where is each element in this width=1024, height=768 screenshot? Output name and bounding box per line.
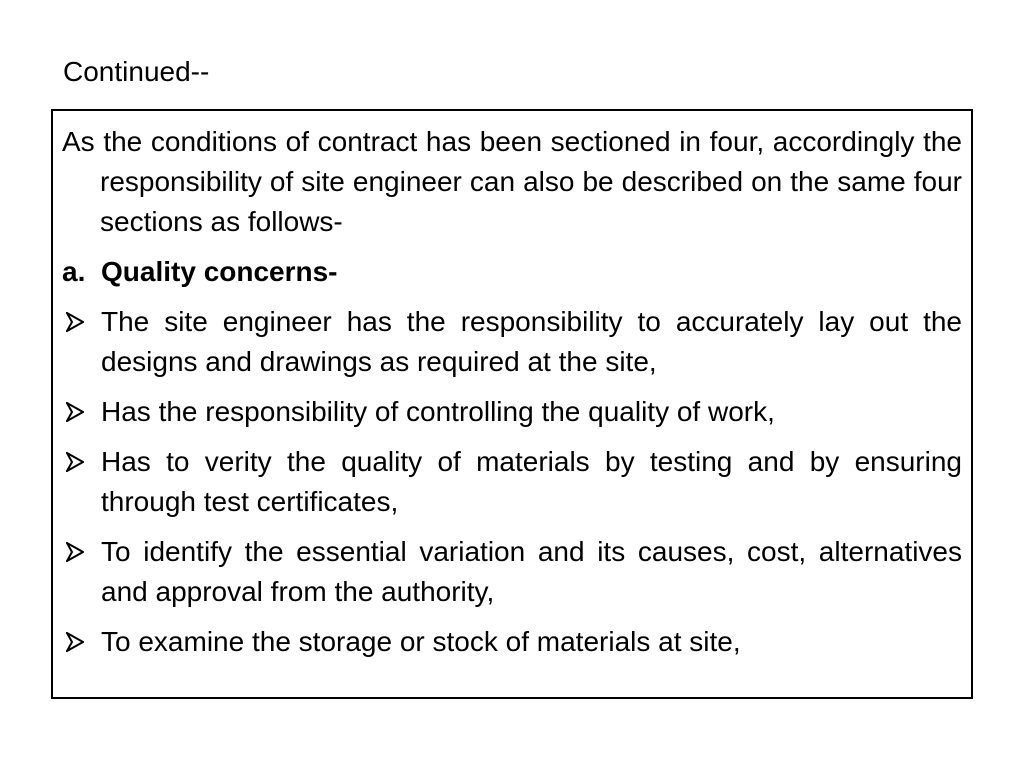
content-box [51,109,973,699]
bullet-item [62,442,962,522]
bullet-text: Has the responsibility of controlling the quality of work, [101,396,775,427]
section-title: Quality concerns- [101,256,338,287]
arrowhead-bullet-icon [62,622,101,662]
bullet-text: Has to verity the quality of materials by testing and by ensuring through test certificates, [101,446,962,517]
bullet-text: To examine the storage or stock of materials at site, [101,626,741,657]
intro-paragraph: As the conditions of contract has been sectioned in four, accordingly the responsibility of site engineer can also be described on the same four sections as follows- [62,126,962,237]
section-heading [62,252,962,292]
bullet-item [62,302,962,382]
bullet-item [62,622,962,662]
slide-heading: Continued-- [63,56,210,87]
arrowhead-bullet-icon [62,442,101,482]
bullet-text: The site engineer has the responsibility to accurately lay out the designs and drawings as required at the site, [101,306,962,377]
bullet-text: To identify the essential variation and its causes, cost, alternatives and approval from the authority, [101,536,962,607]
arrowhead-bullet-icon [62,392,101,432]
section-marker: a. [62,256,86,287]
bullet-item [62,532,962,612]
arrowhead-bullet-icon [62,302,101,342]
arrowhead-bullet-icon [62,532,101,572]
bullet-item [62,392,962,432]
